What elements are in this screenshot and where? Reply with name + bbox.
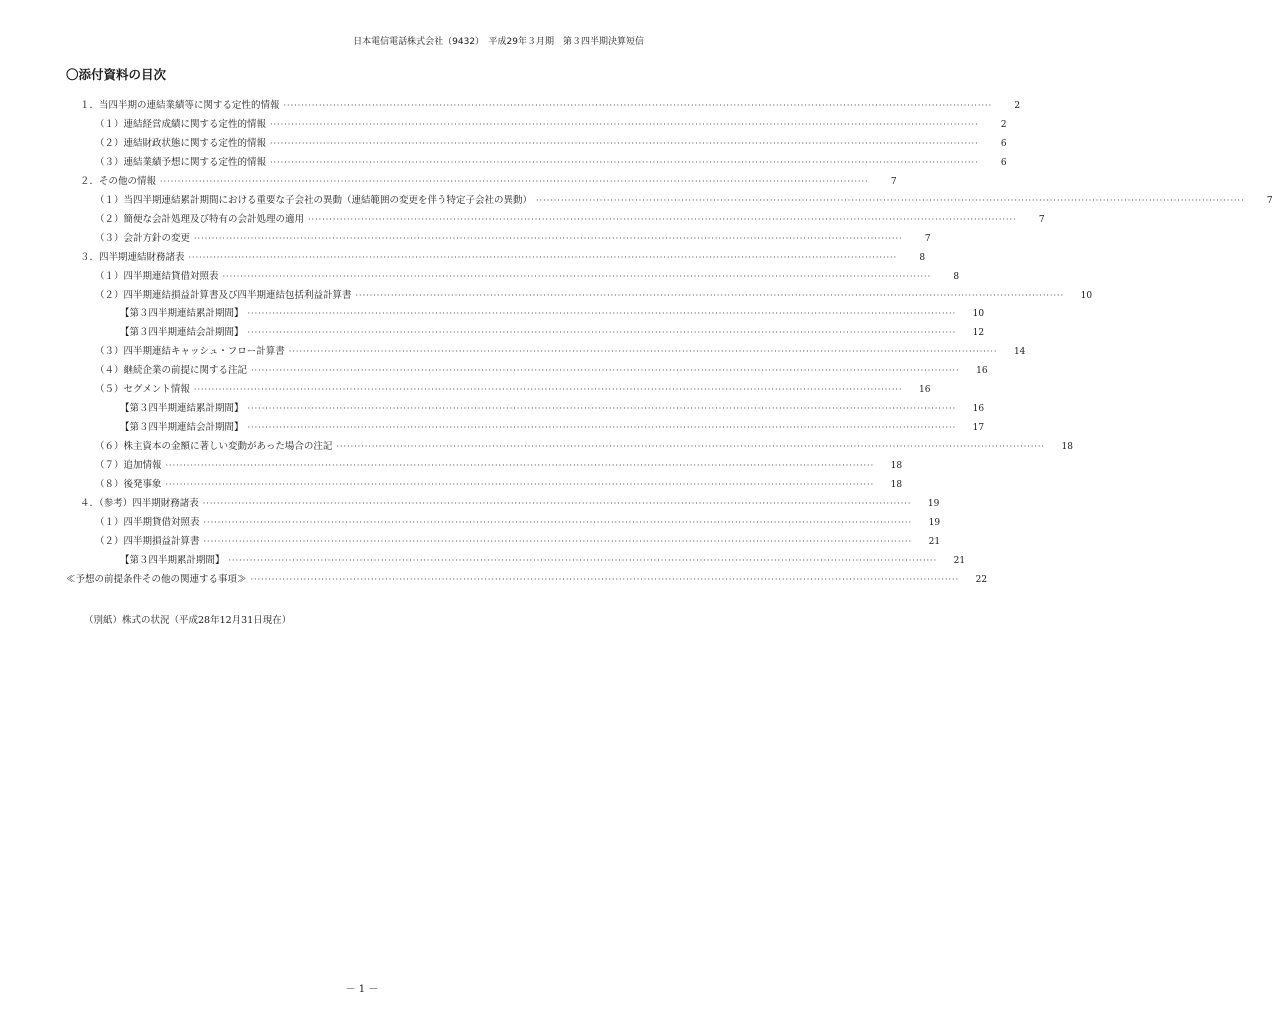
toc-entry-page: 7: [1266, 195, 1273, 206]
toc-entry-page: 2: [1000, 119, 1007, 130]
toc-leader-dots: ········································································································································································································: [283, 101, 993, 110]
toc-entry-label: 【第３四半期連結会計期間】: [120, 422, 244, 434]
toc-entry-page: 21: [953, 555, 966, 566]
toc-entry: [95, 268, 960, 286]
toc-entry-label: 【第３四半期累計期間】: [120, 554, 225, 566]
toc-leader-dots: ········································································································································································································: [270, 157, 979, 167]
toc-leader-dots: ········································································································································································································: [194, 233, 903, 243]
toc-leader-dots: ········································································································································································································: [536, 195, 1245, 205]
toc-leader-dots: ········································································································································································································: [355, 290, 1065, 300]
toc-leader-dots: ········································································································································································································: [165, 480, 875, 489]
toc-leader-dots: ········································································································································································································: [251, 366, 960, 376]
toc-entry-page: 22: [975, 574, 988, 585]
toc-entry-label: ３．四半期連結財務諸表: [80, 251, 185, 263]
toc-entry-page: 6: [1000, 138, 1007, 149]
toc-entry-label: （３）連結業績予想に関する定性的情報: [95, 156, 267, 168]
toc-leader-dots: ········································································································································································································: [247, 404, 957, 414]
toc-leader-dots: ········································································································································································································: [308, 214, 1017, 224]
toc-entry: [120, 400, 985, 418]
toc-entry-page: 10: [972, 309, 985, 320]
toc-title: 〇添付資料の目次: [66, 67, 167, 82]
toc-entry-page: 8: [919, 252, 926, 263]
toc-leader-dots: ········································································································································································································: [270, 119, 979, 129]
toc-leader-dots: ········································································································································································································: [165, 461, 875, 471]
toc-entry-page: 2: [1014, 101, 1021, 111]
toc-entry: [80, 249, 926, 267]
toc-entry-page: 7: [1038, 214, 1045, 225]
toc-entry-label: （４）継続企業の前提に関する注記: [95, 365, 248, 377]
toc-entry: [95, 438, 1073, 456]
toc-entry: [95, 362, 988, 380]
toc-entry-label: （２）簡便な会計処理及び特有の会計処理の適用: [95, 213, 305, 225]
toc-leader-dots: ········································································································································································································: [247, 309, 957, 319]
toc-entry-label: （２）四半期連結損益計算書及び四半期連結包括利益計算書: [95, 289, 352, 301]
toc-entry-page: 7: [890, 176, 897, 187]
toc-entry: [95, 192, 1273, 210]
toc-entry: [95, 116, 1007, 134]
toc-entry-page: 16: [976, 366, 988, 377]
toc-entry: [95, 476, 903, 494]
toc-entry: [95, 135, 1007, 153]
toc-entry-label: （１）四半期貸借対照表: [95, 516, 200, 528]
toc-leader-dots: ········································································································································································································: [160, 176, 869, 186]
toc-entry: [120, 324, 985, 342]
toc-entry-label: １．当四半期の連結業績等に関する定性的情報: [80, 100, 280, 111]
toc-entry: [80, 97, 1021, 115]
toc-entry-label: （８）後発事象: [95, 479, 162, 490]
toc-leader-dots: ········································································································································································································: [250, 574, 960, 584]
toc-leader-dots: ········································································································································································································: [193, 385, 903, 395]
toc-entry-label: （１）当四半期連結累計期間における重要な子会社の異動（連結範囲の変更を伴う特定子会社の異動）: [95, 194, 533, 206]
toc-entry-label: ２．その他の情報: [80, 175, 157, 187]
toc-entry-label: 【第３四半期連結累計期間】: [120, 403, 244, 415]
toc-entry-page: 19: [928, 517, 941, 528]
toc-entry-page: 18: [1061, 442, 1073, 453]
toc-entry: [120, 552, 966, 570]
toc-leader-dots: ········································································································································································································: [203, 536, 913, 546]
toc-entry: [95, 381, 931, 399]
toc-leader-dots: ········································································································································································································: [188, 252, 898, 262]
toc-entry-label: （１）連結経営成績に関する定性的情報: [95, 118, 267, 130]
toc-entry-label: 【第３四半期連結累計期間】: [120, 308, 244, 320]
toc-leader-dots: ········································································································································································································: [247, 423, 957, 433]
toc-entry: [95, 533, 941, 551]
toc-entry-label: （２）連結財政状態に関する定性的情報: [95, 137, 267, 149]
toc-entry-page: 12: [972, 328, 985, 339]
toc-entry: [95, 211, 1045, 229]
toc-entry: [120, 419, 985, 437]
toc-entry: [95, 457, 903, 475]
toc-entry-label: （３）会計方針の変更: [95, 232, 191, 244]
toc-entry-label: ４．（参考）四半期財務諸表: [80, 497, 199, 509]
toc-leader-dots: ········································································································································································································: [270, 138, 979, 148]
toc-entry-label: （２）四半期損益計算書: [95, 535, 200, 547]
toc-leader-dots: ········································································································································································································: [336, 442, 1045, 452]
toc-leader-dots: ········································································································································································································: [222, 271, 932, 281]
appendix-note: （別紙）株式の状況（平成28年12月31日現在）: [84, 615, 292, 626]
toc-entry-page: 17: [972, 423, 985, 434]
toc-entry-page: 18: [890, 480, 903, 490]
toc-entry: [95, 287, 1093, 305]
toc-entry-label: （５）セグメント情報: [95, 384, 190, 396]
toc-entry: [95, 514, 941, 532]
toc-entry-page: 14: [1013, 347, 1026, 358]
toc-leader-dots: ········································································································································································································: [247, 328, 957, 338]
toc-entry: [95, 230, 931, 248]
toc-entry: [80, 173, 897, 191]
toc-entry-label: （３）四半期連結キャッシュ・フロー計算書: [95, 346, 285, 358]
toc-entry: [66, 571, 988, 589]
toc-entry-page: 10: [1080, 290, 1093, 301]
toc-entry-label: 【第３四半期連結会計期間】: [120, 327, 244, 339]
toc-entry-page: 16: [972, 404, 985, 415]
toc-entry-label: （１）四半期連結貸借対照表: [95, 270, 219, 282]
toc-entry: [120, 305, 985, 323]
toc-leader-dots: ········································································································································································································: [288, 347, 998, 357]
toc-entry-label: （６）株主資本の金額に著しい変動があった場合の注記: [95, 441, 333, 453]
toc-leader-dots: ········································································································································································································: [202, 498, 912, 508]
toc-entry: [95, 154, 1007, 172]
page-number: － 1 －: [345, 984, 379, 995]
toc-entry-page: 16: [919, 385, 931, 396]
toc-entry-label: （７）追加情報: [95, 460, 162, 472]
toc-entry-page: 21: [928, 536, 941, 547]
toc-entry-page: 6: [1000, 157, 1007, 168]
toc-leader-dots: ········································································································································································································: [228, 555, 938, 565]
toc-entry-label: ≪予想の前提条件その他の関連する事項≫: [66, 573, 247, 585]
toc-entry: [95, 343, 1026, 361]
document-header: 日本電信電話株式会社（9432） 平成29年３月期 第３四半期決算短信: [353, 37, 644, 47]
toc-entry-page: 19: [927, 498, 940, 509]
toc-entry-page: 8: [953, 271, 960, 282]
toc-leader-dots: ········································································································································································································: [203, 517, 913, 527]
toc-entry-page: 7: [924, 233, 931, 244]
toc-entry: [80, 495, 940, 513]
toc-entry-page: 18: [890, 461, 903, 472]
